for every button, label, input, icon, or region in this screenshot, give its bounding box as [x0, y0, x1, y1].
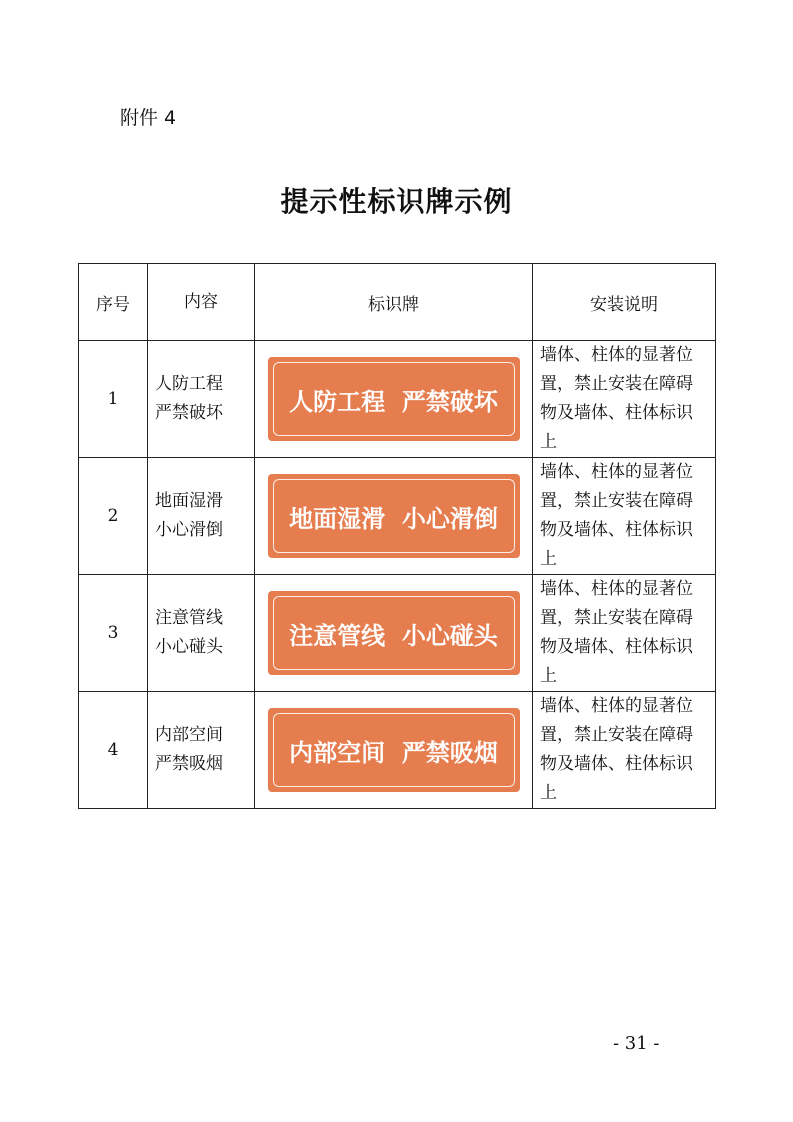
- sign-board: [268, 474, 520, 558]
- header-content: 内容: [148, 264, 255, 341]
- row-content: [148, 692, 255, 809]
- table-row: [79, 341, 716, 458]
- row-installation: 墙体、柱体的显著位置，禁止安装在障碍物及墙体、柱体标识上: [533, 575, 716, 692]
- attachment-label: 附件 4: [120, 107, 177, 129]
- table-row: [79, 458, 716, 575]
- row-sign-cell: [255, 692, 533, 809]
- row-sign-cell: [255, 575, 533, 692]
- content-line: 严禁吸烟: [155, 754, 223, 774]
- row-installation: 墙体、柱体的显著位置，禁止安装在障碍物及墙体、柱体标识上: [533, 458, 716, 575]
- content-line: 严禁破坏: [155, 403, 223, 423]
- table-row: [79, 575, 716, 692]
- sign-examples-table: [78, 263, 716, 809]
- sign-text: 地面湿滑 小心滑倒: [289, 504, 498, 533]
- table-row: [79, 692, 716, 809]
- row-installation: 墙体、柱体的显著位置，禁止安装在障碍物及墙体、柱体标识上: [533, 341, 716, 458]
- row-content: [148, 341, 255, 458]
- header-sign: 标识牌: [255, 264, 533, 341]
- sign-text: 注意管线 小心碰头: [289, 621, 498, 650]
- header-number: 序号: [79, 264, 148, 341]
- page-title: 提示性标识牌示例: [280, 185, 513, 218]
- content-line: 内部空间: [155, 725, 223, 745]
- content-line: 人防工程: [155, 374, 223, 394]
- content-line: 小心碰头: [155, 637, 223, 657]
- row-sign-cell: [255, 341, 533, 458]
- sign-board: [268, 357, 520, 441]
- row-content: [148, 575, 255, 692]
- sign-board: [268, 708, 520, 792]
- table-header-row: [79, 264, 716, 341]
- row-sign-cell: [255, 458, 533, 575]
- content-line: 注意管线: [155, 608, 223, 628]
- page-number: - 31 -: [613, 1033, 660, 1054]
- row-content: [148, 458, 255, 575]
- row-number: 2: [79, 458, 148, 575]
- content-line: 小心滑倒: [155, 520, 223, 540]
- content-line: 地面湿滑: [155, 491, 223, 511]
- sign-text: 人防工程 严禁破坏: [289, 387, 498, 416]
- header-installation: 安装说明: [533, 264, 716, 341]
- sign-board: [268, 591, 520, 675]
- row-installation: 墙体、柱体的显著位置，禁止安装在障碍物及墙体、柱体标识上: [533, 692, 716, 809]
- row-number: 4: [79, 692, 148, 809]
- row-number: 1: [79, 341, 148, 458]
- sign-text: 内部空间 严禁吸烟: [289, 738, 498, 767]
- row-number: 3: [79, 575, 148, 692]
